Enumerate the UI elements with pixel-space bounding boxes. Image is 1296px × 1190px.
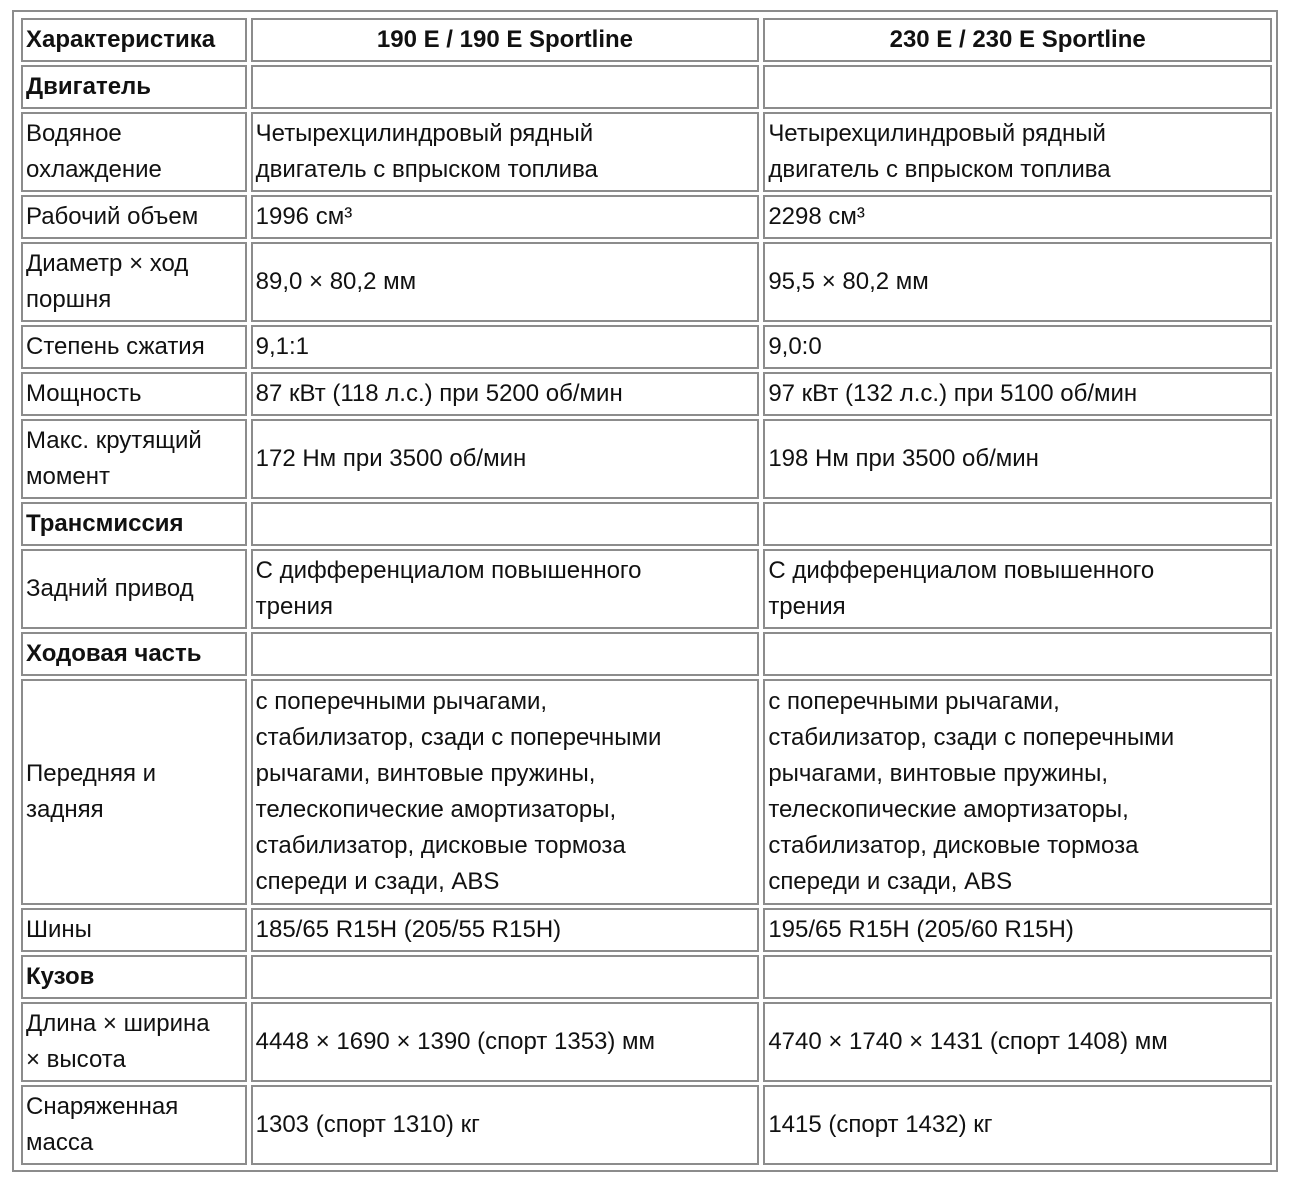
empty-cell [763,955,1272,999]
section-row-body [21,955,1272,999]
row-label: Шины [21,908,247,952]
row-label: Мощность [21,372,247,416]
value-230e: 97 кВт (132 л.с.) при 5100 об/мин [763,372,1272,416]
row-label: Макс. крутящий момент [21,419,247,499]
table-row [21,549,1272,629]
section-label: Трансмиссия [21,502,247,546]
table-row [21,1002,1272,1082]
row-label: Рабочий объем [21,195,247,239]
value-190e: 1996 см³ [251,195,760,239]
spec-table [17,15,1276,1168]
section-label: Двигатель [21,65,247,109]
row-label: Длина × ширина × высота [21,1002,247,1082]
empty-cell [763,65,1272,109]
row-label: Степень сжатия [21,325,247,369]
value-230e: 9,0:0 [763,325,1272,369]
value-190e: 1303 (спорт 1310) кг [251,1085,760,1165]
value-190e: 172 Нм при 3500 об/мин [251,419,760,499]
section-row-engine [21,65,1272,109]
value-190e: Четырехцилиндровый рядный двигатель с впрыском топлива [251,112,760,192]
value-190e: 4448 × 1690 × 1390 (спорт 1353) мм [251,1002,760,1082]
value-190e: 87 кВт (118 л.с.) при 5200 об/мин [251,372,760,416]
table-row [21,242,1272,322]
row-label: Снаряженная масса [21,1085,247,1165]
value-190e: 185/65 R15H (205/55 R15H) [251,908,760,952]
table-row [21,908,1272,952]
table-row [21,419,1272,499]
row-label: Водяное охлаждение [21,112,247,192]
table-row [21,372,1272,416]
header-row [21,18,1272,62]
empty-cell [763,632,1272,676]
value-190e: 89,0 × 80,2 мм [251,242,760,322]
value-230e: 95,5 × 80,2 мм [763,242,1272,322]
value-230e: 2298 см³ [763,195,1272,239]
spec-table-frame [12,10,1278,1172]
empty-cell [251,502,760,546]
header-model-190e: 190 E / 190 E Sportline [251,18,760,62]
value-190e: 9,1:1 [251,325,760,369]
value-230e: 1415 (спорт 1432) кг [763,1085,1272,1165]
table-row [21,195,1272,239]
empty-cell [251,65,760,109]
header-model-230e: 230 E / 230 E Sportline [763,18,1272,62]
section-label: Ходовая часть [21,632,247,676]
section-row-transmission [21,502,1272,546]
value-230e: С дифференциалом повышенного трения [763,549,1272,629]
section-row-chassis [21,632,1272,676]
value-190e: с поперечными рычагами, стабилизатор, сзади с поперечными рычагами, винтовые пружины, телескопические амортизаторы, стабилизатор, дисковые тормоза спереди и сзади, ABS [251,679,760,905]
table-row [21,679,1272,905]
table-row [21,1085,1272,1165]
empty-cell [251,955,760,999]
value-230e: 198 Нм при 3500 об/мин [763,419,1272,499]
row-label: Передняя и задняя [21,679,247,905]
table-row [21,325,1272,369]
value-230e: с поперечными рычагами, стабилизатор, сзади с поперечными рычагами, винтовые пружины, телескопические амортизаторы, стабилизатор, дисковые тормоза спереди и сзади, ABS [763,679,1272,905]
value-230e: Четырехцилиндровый рядный двигатель с впрыском топлива [763,112,1272,192]
value-190e: С дифференциалом повышенного трения [251,549,760,629]
row-label: Задний привод [21,549,247,629]
row-label: Диаметр × ход поршня [21,242,247,322]
value-230e: 195/65 R15H (205/60 R15H) [763,908,1272,952]
header-characteristic: Характеристика [21,18,247,62]
section-label: Кузов [21,955,247,999]
empty-cell [763,502,1272,546]
value-230e: 4740 × 1740 × 1431 (спорт 1408) мм [763,1002,1272,1082]
table-row [21,112,1272,192]
empty-cell [251,632,760,676]
